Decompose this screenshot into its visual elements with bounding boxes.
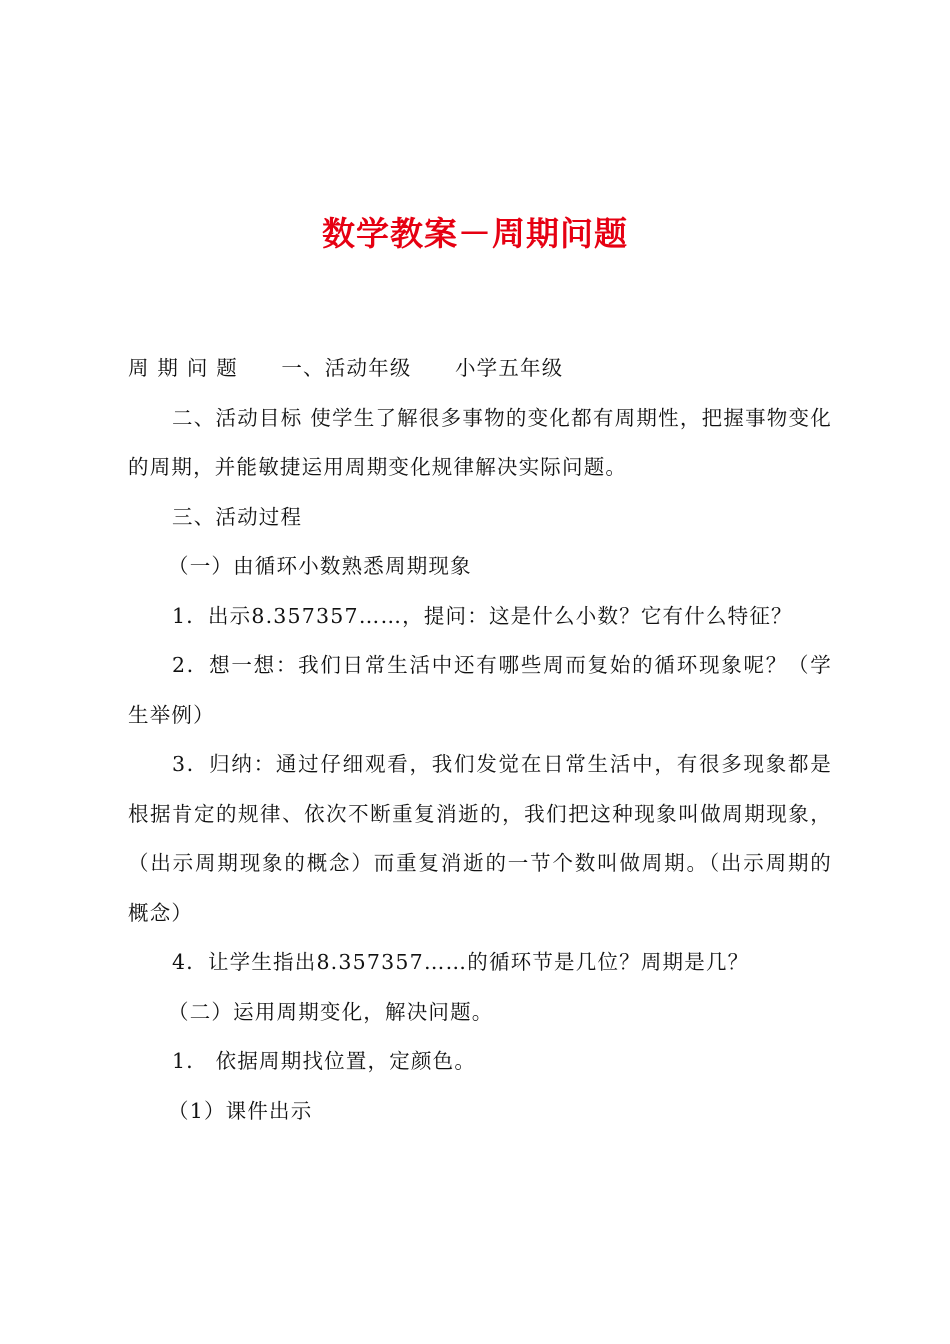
step-two-paragraph: 2．想一想：我们日常生活中还有哪些周而复始的循环现象呢？（学生举例） [128,653,832,727]
step-three-paragraph: 3．归纳：通过仔细观看，我们发觉在日常生活中，有很多现象都是根据肯定的规律、依次不断重复消逝的，我们把这种现象叫做周期现象，（出示周期现象的概念）而重复消逝的一节个数叫做周期。（出示周期的概念） [128,752,832,925]
courseware-show-line: （1）课件出示 [168,1098,313,1123]
step-four-paragraph: 4．让学生指出8.357357……的循环节是几位？周期是几？ [172,950,750,974]
activity-process-heading: 三、活动过程 [172,504,303,529]
document-body [128,344,832,1136]
section-two-heading: （二）运用周期变化，解决问题。 [168,999,494,1024]
step-one-paragraph: 1．出示8.357357……，提问：这是什么小数？它有什么特征？ [172,603,793,628]
page-title: 数学教案－周期问题 [322,214,628,253]
activity-goal-paragraph: 二、活动目标 使学生了解很多事物的变化都有周期性，把握事物变化的周期，并能敏捷运用周期变化规律解决实际问题。 [128,405,832,479]
section-one-heading: （一）由循环小数熟悉周期现象 [168,554,472,578]
topic-grade-line: 周 期 问 题 一、活动年级 小学五年级 [128,356,564,380]
section-two-step-one: 1． 依据周期找位置，定颜色。 [172,1049,477,1073]
